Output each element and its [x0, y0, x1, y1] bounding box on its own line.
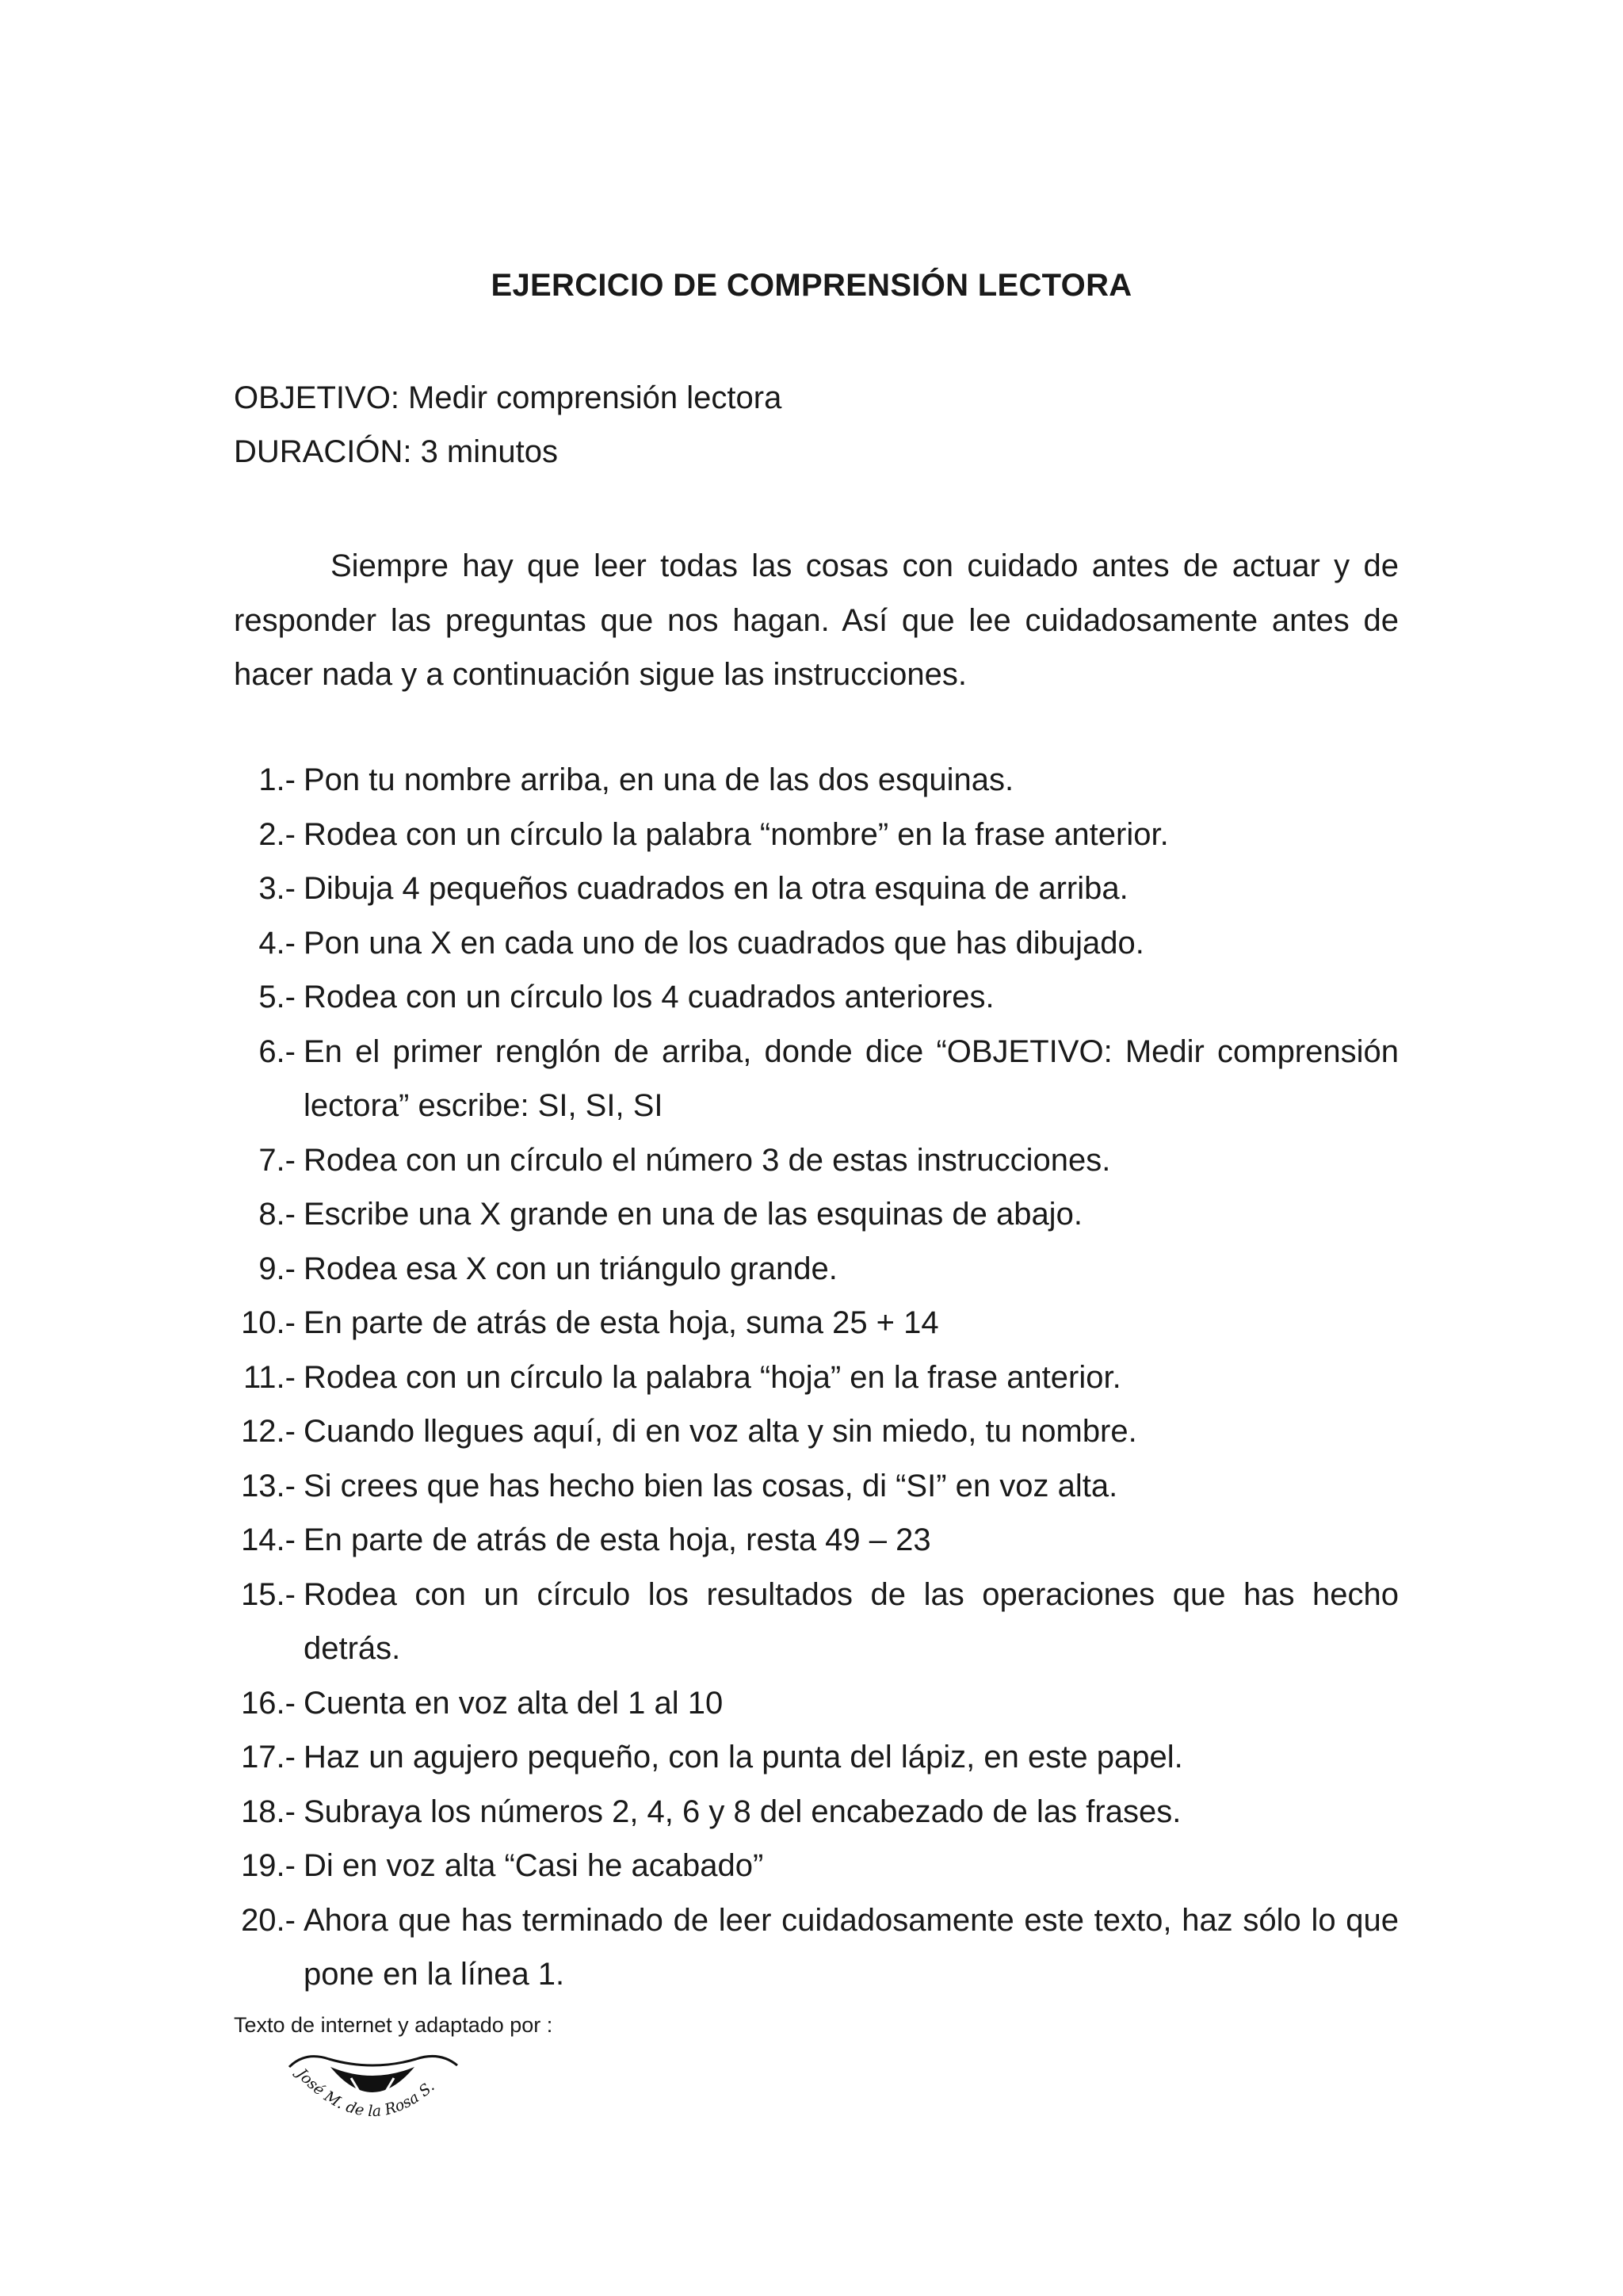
item-number: 9.-	[258, 1251, 296, 1286]
item-text: Haz un agujero pequeño, con la punta del lápiz, en este papel.	[304, 1740, 1183, 1775]
item-number: 10.-	[241, 1305, 296, 1340]
document-title: EJERCICIO DE COMPRENSIÓN LECTORA	[491, 268, 1132, 303]
objective-line: OBJETIVO: Medir comprensión lectora	[234, 380, 782, 415]
list-item	[234, 1730, 1399, 1785]
list-item	[234, 1839, 1399, 1893]
credit-line: Texto de internet y adaptado por :	[234, 2013, 553, 2037]
item-text: En parte de atrás de esta hoja, resta 49 – 23	[304, 1522, 931, 1557]
instruction-list	[234, 753, 1399, 2002]
item-number: 16.-	[241, 1685, 296, 1721]
item-text: Cuenta en voz alta del 1 al 10	[304, 1685, 724, 1721]
item-number: 12.-	[241, 1414, 296, 1449]
item-text: En el primer renglón de arriba, donde dice “OBJETIVO: Medir comprensión lectora” escribe: SI, SI, SI	[304, 1033, 1399, 1123]
item-number: 18.-	[241, 1794, 296, 1829]
item-number: 2.-	[258, 816, 296, 852]
list-item	[234, 1242, 1399, 1297]
list-item	[234, 1025, 1399, 1133]
item-text: Rodea con un círculo los 4 cuadrados anteriores.	[304, 980, 995, 1014]
item-text: Cuando llegues aquí, di en voz alta y sin miedo, tu nombre.	[304, 1414, 1137, 1449]
item-number: 1.-	[258, 762, 296, 797]
item-number: 4.-	[258, 925, 296, 961]
list-item	[234, 753, 1399, 808]
list-item	[234, 1893, 1399, 2002]
item-number: 17.-	[241, 1740, 296, 1775]
list-item	[234, 1187, 1399, 1242]
list-item	[234, 1133, 1399, 1188]
item-number: 7.-	[258, 1142, 296, 1178]
item-text: Rodea con un círculo la palabra “hoja” en la frase anterior.	[304, 1359, 1121, 1395]
list-item	[234, 808, 1399, 862]
list-item	[234, 861, 1399, 916]
list-item	[234, 1785, 1399, 1839]
intro-paragraph: Siempre hay que leer todas las cosas con cuidado antes de actuar y de responder las preguntas que nos hagan. Así que lee cuidadosamente antes de hacer nada y a continuación sigue las instrucciones.	[234, 548, 1399, 692]
item-number: 15.-	[241, 1576, 296, 1612]
list-item	[234, 1296, 1399, 1350]
item-text: Rodea con un círculo el número 3 de estas instrucciones.	[304, 1142, 1111, 1178]
item-text: Dibuja 4 pequeños cuadrados en la otra esquina de arriba.	[304, 871, 1128, 906]
svg-text:José M. de la Rosa S.: José M. de la Rosa S.	[292, 2065, 438, 2121]
list-item	[234, 1676, 1399, 1731]
item-text: Subraya los números 2, 4, 6 y 8 del encabezado de las frases.	[304, 1794, 1182, 1829]
list-item	[234, 1350, 1399, 1405]
list-item	[234, 916, 1399, 971]
item-text: Pon una X en cada uno de los cuadrados que has dibujado.	[304, 925, 1144, 961]
list-item	[234, 1459, 1399, 1514]
item-text: Di en voz alta “Casi he acabado”	[304, 1848, 764, 1883]
item-text: En parte de atrás de esta hoja, suma 25 + 14	[304, 1305, 939, 1340]
item-text: Si crees que has hecho bien las cosas, di “SI” en voz alta.	[304, 1468, 1118, 1503]
item-text: Ahora que has terminado de leer cuidadosamente este texto, haz sólo lo que pone en la línea 1.	[304, 1902, 1399, 1992]
item-number: 19.-	[241, 1848, 296, 1883]
item-number: 3.-	[258, 871, 296, 906]
item-text: Pon tu nombre arriba, en una de las dos esquinas.	[304, 762, 1014, 797]
list-item	[234, 1513, 1399, 1568]
signature-logo	[281, 2045, 464, 2140]
list-item	[234, 970, 1399, 1025]
list-item	[234, 1568, 1399, 1676]
item-number: 20.-	[241, 1902, 296, 1938]
item-text: Rodea con un círculo la palabra “nombre” en la frase anterior.	[304, 816, 1169, 852]
list-item	[234, 1404, 1399, 1459]
item-number: 14.-	[241, 1522, 296, 1557]
item-text: Escribe una X grande en una de las esquinas de abajo.	[304, 1197, 1083, 1232]
item-number: 6.-	[258, 1033, 296, 1069]
item-number: 5.-	[258, 980, 296, 1014]
duration-line: DURACIÓN: 3 minutos	[234, 434, 558, 469]
item-text: Rodea esa X con un triángulo grande.	[304, 1251, 838, 1286]
item-number: 13.-	[241, 1468, 296, 1503]
item-number: 11.-	[243, 1359, 296, 1395]
item-text: Rodea con un círculo los resultados de las operaciones que has hecho detrás.	[304, 1576, 1399, 1666]
item-number: 8.-	[258, 1197, 296, 1232]
